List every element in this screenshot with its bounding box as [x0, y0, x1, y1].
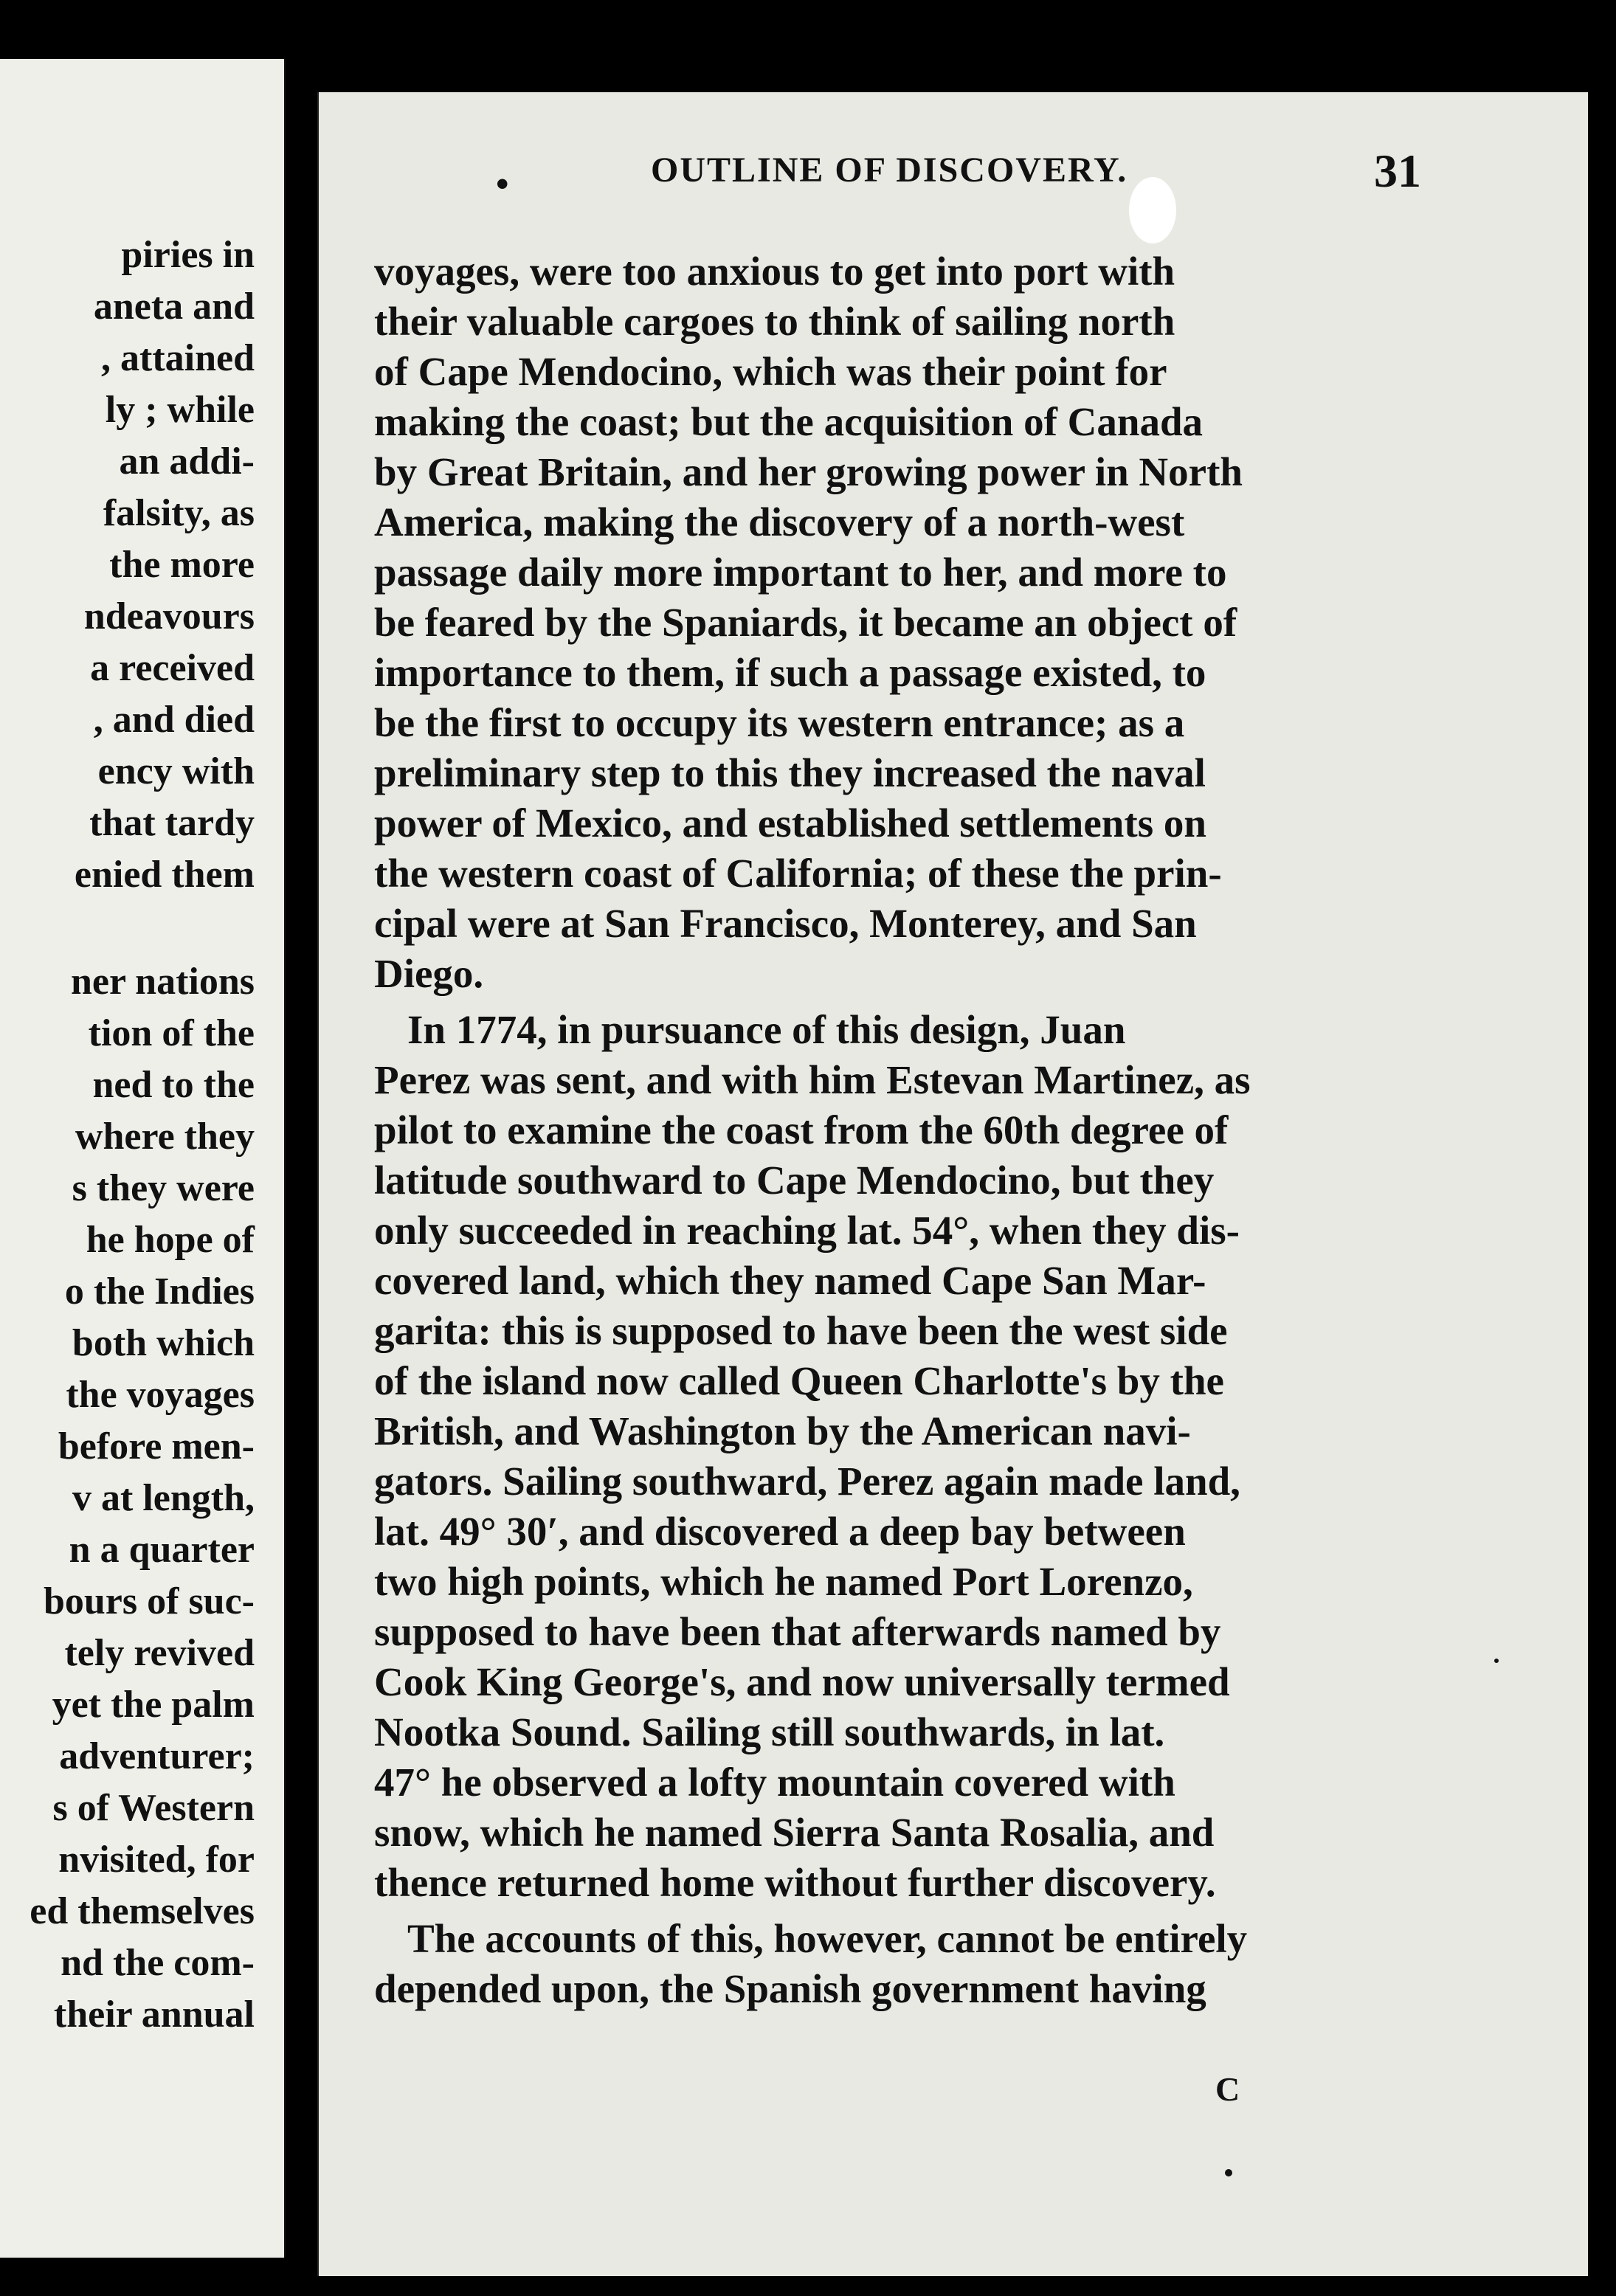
left-page-line: that tardy [89, 802, 255, 844]
header-mark: • [496, 163, 509, 204]
body-line: importance to them, if such a passage existed, to [374, 650, 1206, 695]
body-line: be feared by the Spaniards, it became an object of [374, 600, 1237, 645]
body-line: be the first to occupy its western entrance; as a [374, 700, 1185, 745]
left-page-line: tely revived [64, 1632, 255, 1674]
body-line: snow, which he named Sierra Santa Rosalia, and [374, 1810, 1215, 1855]
body-line: thence returned home without further discovery. [374, 1860, 1216, 1905]
body-line: gators. Sailing southward, Perez again made land, [374, 1459, 1240, 1504]
body-line: Perez was sent, and with him Estevan Martinez, as [374, 1057, 1251, 1102]
left-page-line: ed themselves [30, 1890, 255, 1932]
page-number: 31 [1374, 145, 1421, 197]
body-line: two high points, which he named Port Lorenzo, [374, 1559, 1193, 1604]
body-line: garita: this is supposed to have been the west side [374, 1308, 1228, 1353]
left-page-line: s of Western [52, 1787, 255, 1829]
body-line: making the coast; but the acquisition of Canada [374, 399, 1204, 444]
body-line: depended upon, the Spanish government having [374, 1966, 1206, 2011]
body-line: latitude southward to Cape Mendocino, but they [374, 1158, 1215, 1203]
body-line: cipal were at San Francisco, Monterey, and San [374, 901, 1197, 946]
body-line: passage daily more important to her, and more to [374, 550, 1227, 595]
left-page-line: a received [90, 647, 255, 689]
body-line: pilot to examine the coast from the 60th degree of [374, 1107, 1229, 1152]
body-line: preliminary step to this they increased the naval [374, 750, 1206, 795]
body-line: 47° he observed a lofty mountain covered with [374, 1760, 1175, 1805]
body-line: only succeeded in reaching lat. 54°, when they dis- [374, 1208, 1240, 1253]
left-page-line: piries in [121, 234, 255, 276]
left-page-line: the more [109, 544, 255, 586]
body-line: of the island now called Queen Charlotte's by the [374, 1358, 1224, 1403]
body-line: lat. 49° 30′, and discovered a deep bay between [374, 1509, 1186, 1554]
left-page-fragment [0, 59, 286, 2258]
left-page-line: nvisited, for [58, 1839, 255, 1881]
left-page-line: falsity, as [103, 492, 255, 534]
signature-mark: C [1215, 2070, 1240, 2108]
ink-speck [1494, 1659, 1499, 1663]
left-page-line: s they were [72, 1167, 255, 1209]
left-page-line: yet the palm [52, 1684, 255, 1726]
left-page-line: he hope of [86, 1219, 255, 1261]
body-line: by Great Britain, and her growing power in North [374, 449, 1243, 494]
left-page-line: , attained [101, 337, 255, 379]
left-page-line: their annual [53, 1994, 255, 2036]
left-page-line: n a quarter [69, 1529, 255, 1571]
left-page-line: an addi- [119, 440, 255, 483]
left-page-line: ner nations [71, 961, 255, 1003]
left-page-line: nd the com- [61, 1942, 255, 1984]
left-page-line: ly ; while [105, 389, 255, 431]
body-line: America, making the discovery of a north-west [374, 499, 1185, 544]
body-line: The accounts of this, however, cannot be entirely [407, 1916, 1248, 1961]
left-page-line: ned to the [92, 1064, 255, 1106]
body-line: In 1774, in pursuance of this design, Juan [407, 1007, 1126, 1052]
body-line: Cook King George's, and now universally termed [374, 1659, 1230, 1704]
left-page-line: the voyages [66, 1374, 255, 1416]
body-line: supposed to have been that afterwards named by [374, 1609, 1221, 1654]
left-page-line: both which [72, 1322, 255, 1364]
left-page-line: ndeavours [83, 595, 255, 637]
ink-speck [1225, 2169, 1232, 2176]
left-page-line: o the Indies [64, 1270, 255, 1313]
body-line: of Cape Mendocino, which was their point for [374, 349, 1167, 394]
left-page-line: ency with [97, 750, 255, 792]
body-line: their valuable cargoes to think of sailing north [374, 299, 1175, 344]
running-head: OUTLINE OF DISCOVERY. [651, 151, 1128, 190]
left-page-line: adventurer; [59, 1735, 255, 1777]
left-page-line: enied them [74, 854, 255, 896]
body-line: Nootka Sound. Sailing still southwards, in lat. [374, 1709, 1165, 1754]
body-line: voyages, were too anxious to get into port with [374, 249, 1175, 294]
left-page-line: where they [75, 1116, 255, 1158]
page-hole [1129, 177, 1176, 243]
left-page-line: , and died [93, 699, 255, 741]
body-line: British, and Washington by the American navi- [374, 1408, 1191, 1453]
body-line: power of Mexico, and established settlements on [374, 801, 1206, 846]
body-line: Diego. [374, 951, 484, 996]
left-page-line: tion of the [88, 1012, 255, 1054]
body-line: the western coast of California; of these the prin- [374, 851, 1222, 896]
body-line: covered land, which they named Cape San Mar- [374, 1258, 1206, 1303]
left-page-line: bours of suc- [43, 1580, 255, 1622]
left-page-line: v at length, [72, 1477, 255, 1519]
right-page [317, 92, 1588, 2276]
left-page-line: before men- [58, 1425, 255, 1467]
left-page-line: aneta and [93, 286, 255, 328]
